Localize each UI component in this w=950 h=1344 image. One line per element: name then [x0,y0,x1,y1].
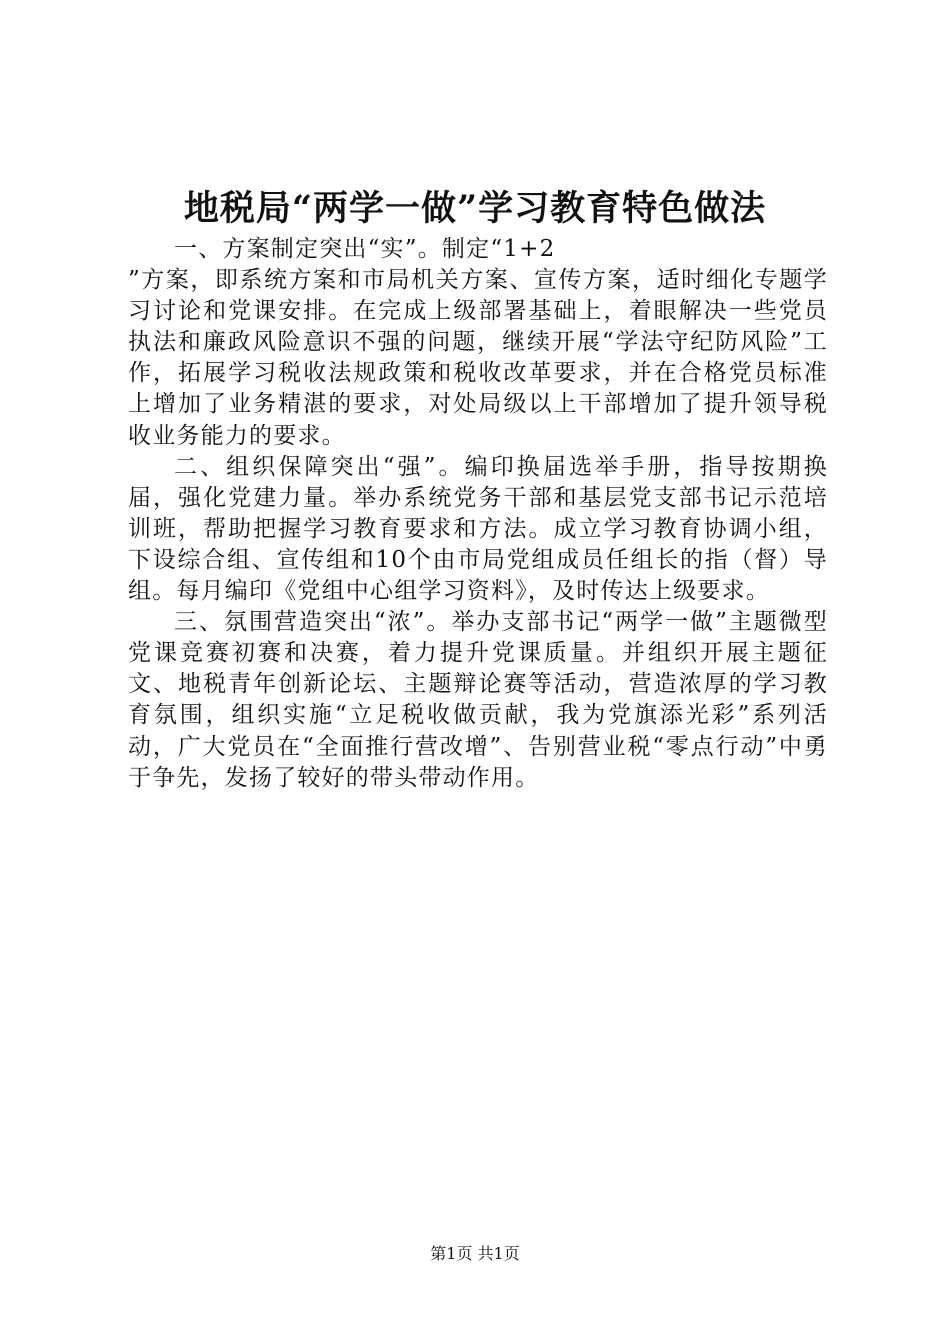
paragraph-organization: 二、组织保障突出“强”。编印换届选举手册，指导按期换届，强化党建力量。举办系统党务干部和基层党支部书记示范培训班，帮助把握学习教育要求和方法。成立学习教育协调小组，下设综合组、宣传组和10个由市局党组成员任组长的指（督）导组。每月编印《党组中心组学习资料》，及时传达上级要求。 [128,453,828,605]
page-footer: 第1页 共1页 [430,1244,520,1263]
paragraph-plan [128,234,828,452]
document-body [128,234,828,794]
paragraph-atmosphere: 三、氛围营造突出“浓”。举办支部书记“两学一做”主题微型党课竞赛初赛和决赛，着力提升党课质量。并组织开展主题征文、地税青年创新论坛、主题辩论赛等活动，营造浓厚的学习教育氛围，组织实施“立足税收做贡献，我为党旗添光彩”系列活动，广大党员在“全面推行营改增”、告别营业税“零点行动”中勇于争先，发扬了较好的带头带动作用。 [128,609,828,791]
paragraph-plan-continuation: ”方案，即系统方案和市局机关方案、宣传方案，适时细化专题学习讨论和党课安排。在完成上级部署基础上，着眼解决一些党员执法和廉政风险意识不强的问题，继续开展“学法守纪防风险”工作，拓展学习税收法规政策和税收改革要求，并在合格党员标准上增加了业务精湛的要求，对处局级以上干部增加了提升领导税收业务能力的要求。 [128,267,828,449]
paragraph-plan-first-line: 一、方案制定突出“实”。制定“1+2 [174,236,556,262]
document-title: 地税局“两学一做”学习教育特色做法 [183,188,767,229]
